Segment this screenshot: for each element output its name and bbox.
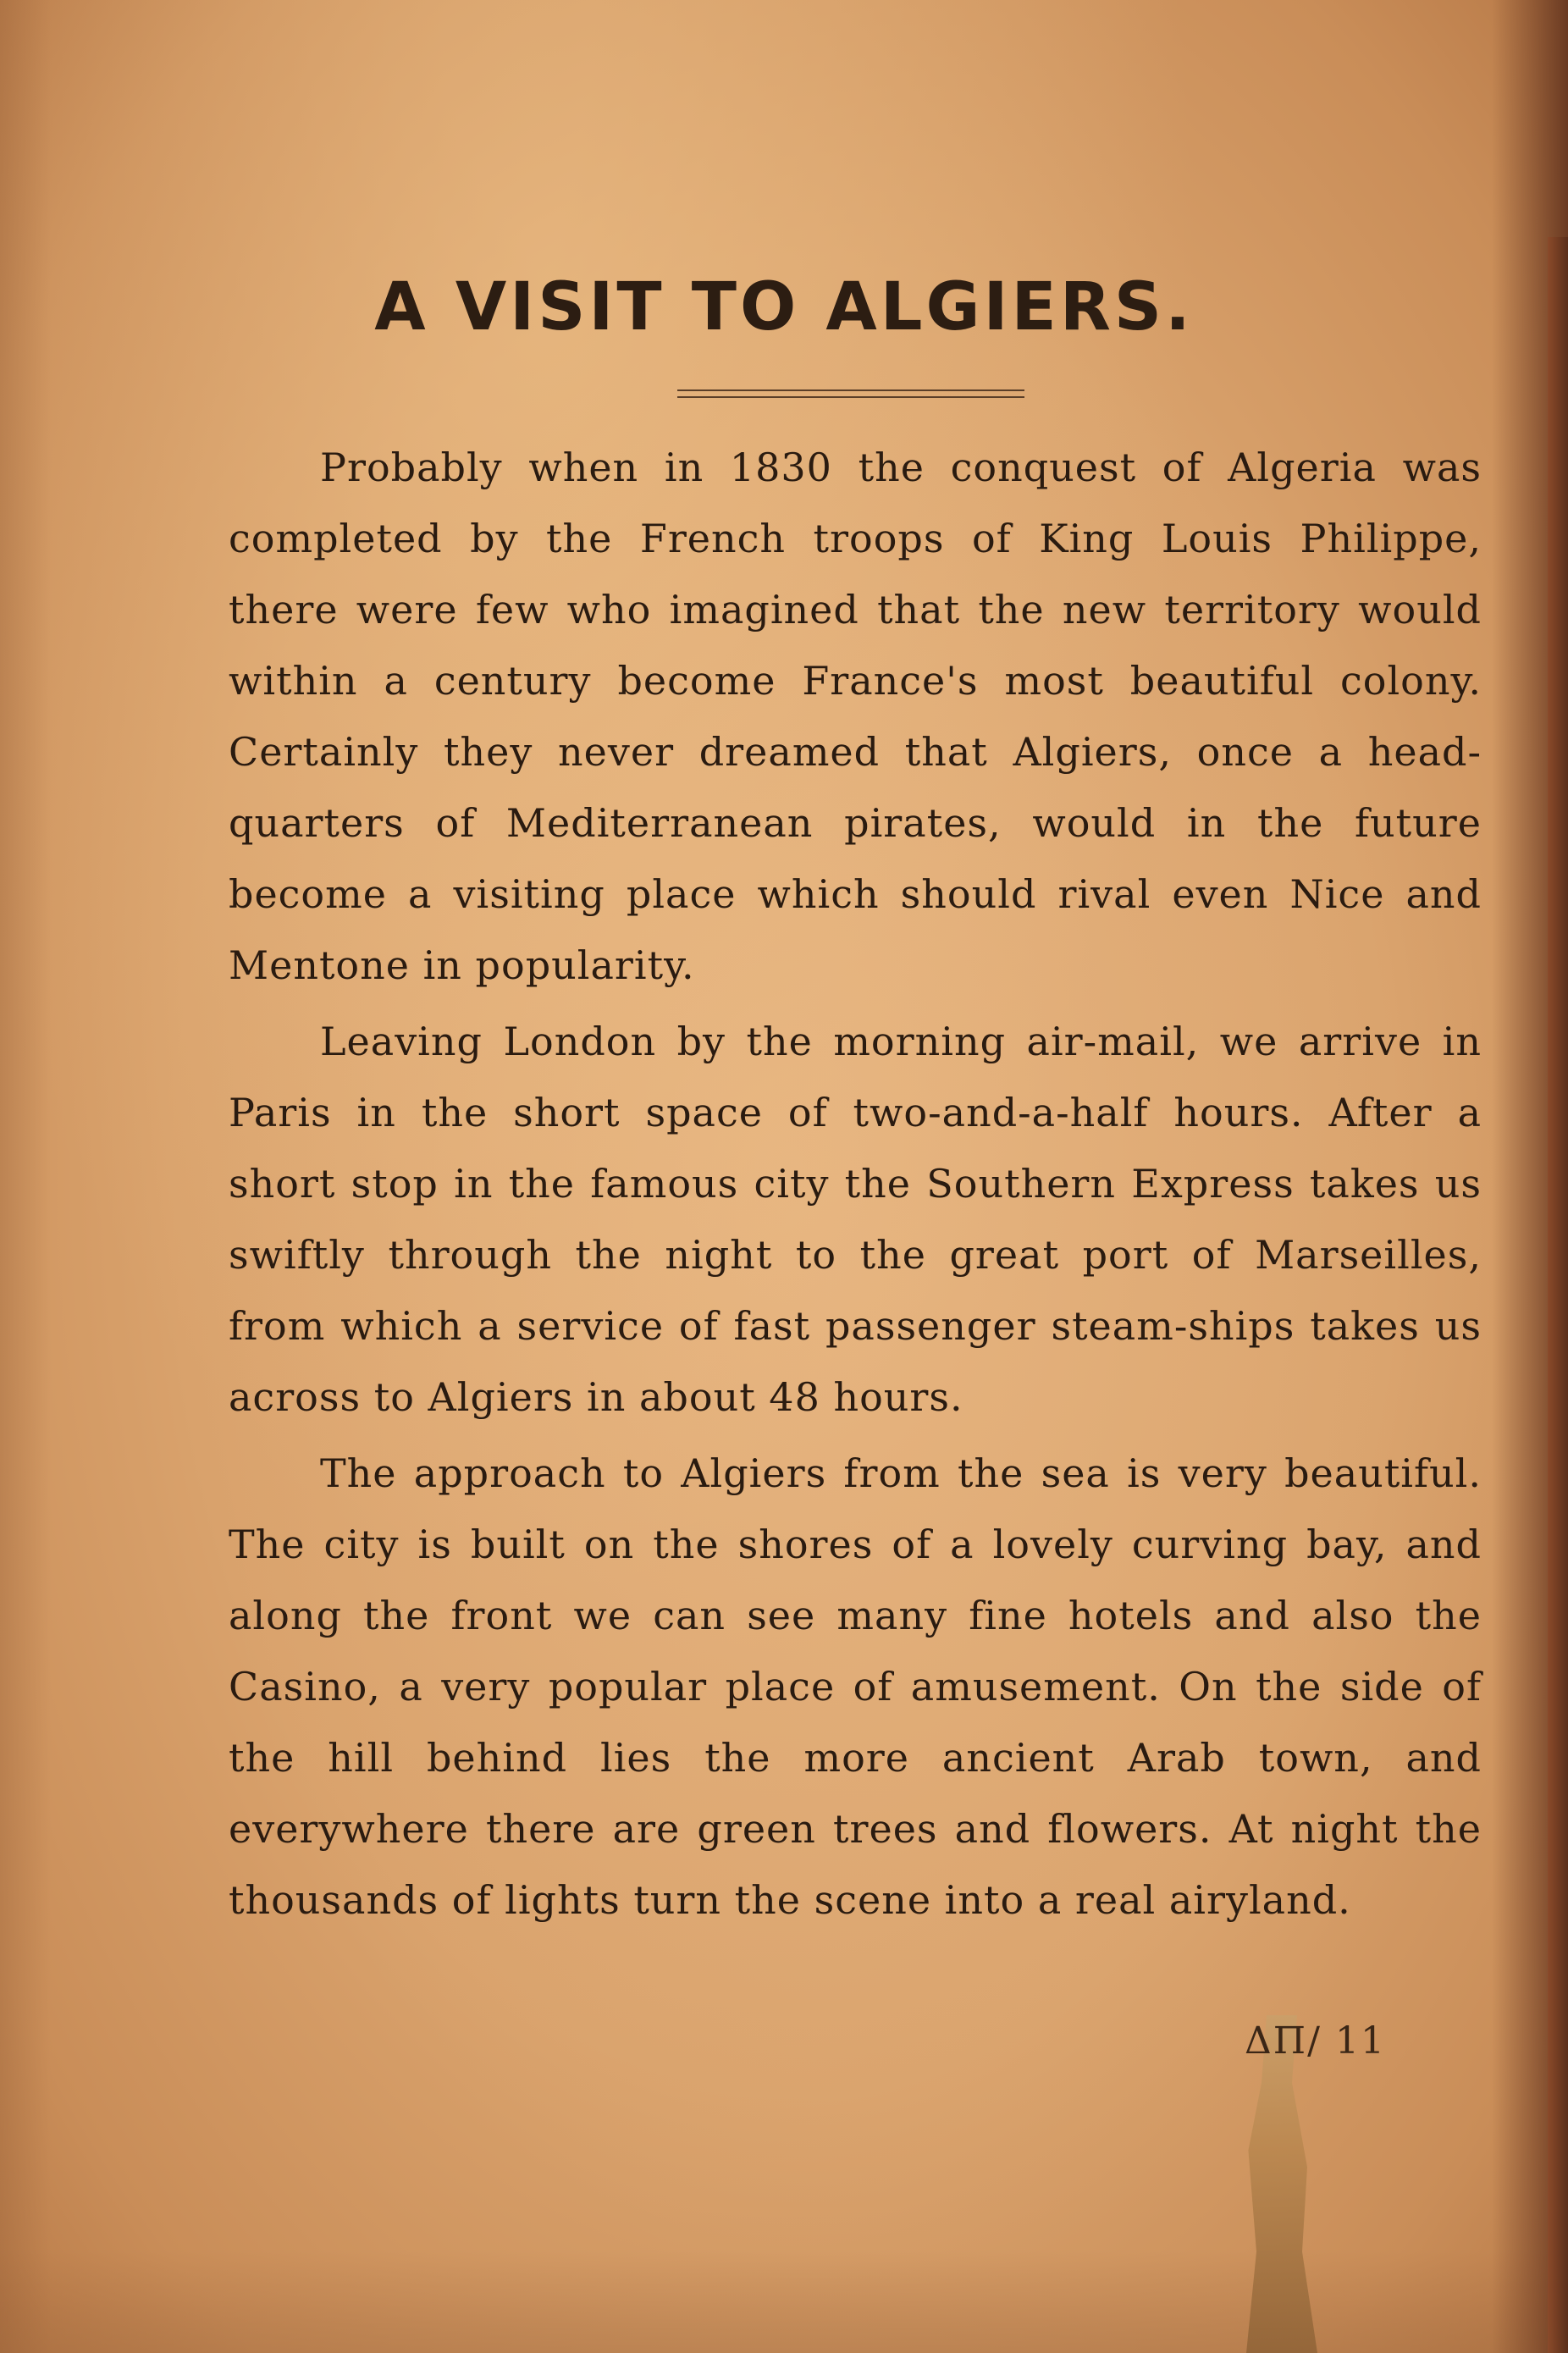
page-binding-edge [1548, 237, 1568, 2353]
paragraph-1: Probably when in 1830 the conquest of Algeria was completed by the French troops of King Louis Philippe, there were few who imagined that the new territory would within a century become France's most beautiful colony. Certainly they never dreamed that Algiers, once a head-quarters of Mediterranean pirates, would in the future become a visiting place which should rival even Nice and Mentone in popularity. [229, 445, 1482, 988]
page-title: A VISIT TO ALGIERS. [374, 269, 1194, 345]
page-left-shadow [0, 0, 51, 2353]
page-bottom-shadow [0, 2251, 1568, 2353]
title-divider [677, 389, 1024, 398]
torn-corner-mark: ΔΠ/ 11 [1245, 2019, 1386, 2063]
article-body [229, 432, 1482, 1936]
paragraph-3: The approach to Algiers from the sea is very beautiful. The city is built on the shores of a lovely curving bay, and along the front we can see many fine hotels and also the Casino, a very popular place of amusement. On the side of the hill behind lies the more ancient Arab town, and everywhere there are green trees and flowers. At night the thousands of lights turn the scene into a real airyland. [229, 1450, 1482, 1923]
paragraph-2: Leaving London by the morning air-mail, we arrive in Paris in the short space of two-and-a-half hours. After a short stop in the famous city the Southern Express takes us swiftly through the night to the great port of Marseilles, from which a service of fast passenger steam-ships takes us across to Algiers in about 48 hours. [229, 1019, 1482, 1420]
